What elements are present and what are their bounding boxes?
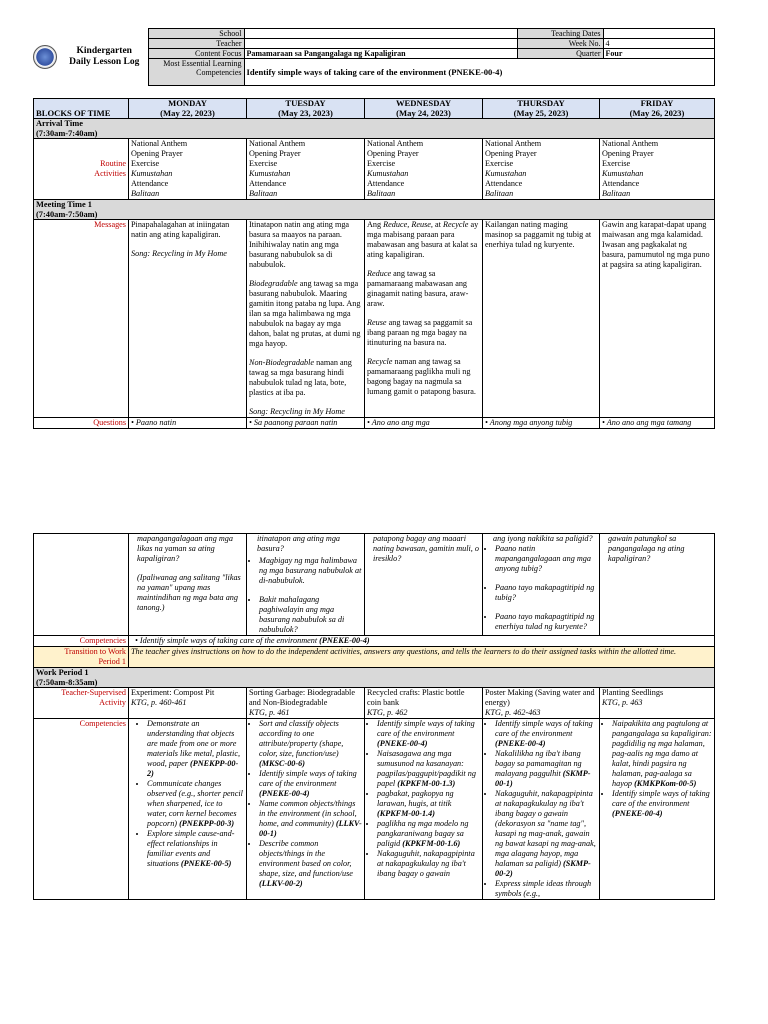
day-date: (May 24, 2023) xyxy=(396,107,451,118)
questions-cont-wednesday xyxy=(365,534,483,636)
routine-item: Exercise xyxy=(131,159,160,168)
message-text: Gawin ang karapat-dapat upang maiwasan ang mga kalamidad. Iwasan ang pagkakalat ng basura, pamumutol ng mga puno at pagsira sa ating kapaligiran. xyxy=(602,220,710,269)
tsa-wednesday xyxy=(365,688,483,719)
activity-title: Sorting Garbage: Biodegradable and Non-Biodegradable xyxy=(249,688,355,707)
competency-text: Nakaguguhit, nakapagpipinta at nakapagkukulay ng iba't ibang bagay o gawain (dekorasyon sa "name tag", kasapi ng mag-anak, gawain ng bawat kasapi ng mag-anak, mga alagang hayop, mga halaman sa paligid) xyxy=(495,789,596,868)
question-text: patapong bagay ang maaari nating bawasan, gamitin muli, o iresiklo? xyxy=(373,534,479,563)
term-reduce: Reduce xyxy=(367,269,392,278)
message-text: ang tawag sa pamamaraang mabawasan ang ginagamit nating basura, araw-araw. xyxy=(367,269,469,308)
term-reuse: Reuse xyxy=(367,318,387,327)
competencies-2-row xyxy=(34,719,715,900)
comp2-friday xyxy=(600,719,715,900)
comp2-wednesday xyxy=(365,719,483,900)
message-text: ay mga mabisang paraan para mabawasan ang basura at kalat sa ating kapaligiran. xyxy=(367,220,479,259)
routine-item: National Anthem xyxy=(485,139,542,148)
header-title-kindergarten: Kindergarten xyxy=(76,46,132,56)
competency-text: Identify simple ways of taking care of the environment xyxy=(495,719,593,738)
page-two xyxy=(33,533,714,900)
competency-text: Naisasagawa ang mga sumusunod na kasanayan: pagpilas/paggupit/pagdikit ng papel xyxy=(377,749,476,788)
competency-text: Demonstrate an understanding that objects are made from one or more materials like metal, plastic, wood, paper xyxy=(147,719,241,768)
competency-code: (PNEKE-00-4) xyxy=(377,739,428,748)
label-teacher: Teacher xyxy=(148,39,244,49)
day-header-monday xyxy=(129,99,247,119)
day-name: THURSDAY xyxy=(517,98,565,108)
comp2-monday xyxy=(129,719,247,900)
competency-code: (KPKFM-00-1.4) xyxy=(377,809,435,818)
competency-text: Explore simple cause-and-effect relationships in familiar events and situations xyxy=(147,829,235,868)
section-arrival-time xyxy=(34,119,715,139)
routine-item: Attendance xyxy=(602,179,640,188)
competency-code: (SKMP-00-2) xyxy=(495,859,591,878)
message-text: Itinatapon natin ang ating mga basura sa maayos na paraan. xyxy=(249,220,350,239)
day-date: (May 25, 2023) xyxy=(513,107,569,118)
competency-text: Communicate changes observed (e.g., shorter pencil when sharpened, ice to water, corn kernel becomes popcorn) xyxy=(147,779,243,828)
value-teacher xyxy=(244,39,517,49)
routine-item: Kumustahan xyxy=(249,169,291,178)
routine-item: Attendance xyxy=(367,179,405,188)
routine-cell-tuesday xyxy=(247,139,365,200)
section-time: (7:50am-8:35am) xyxy=(36,677,98,687)
message-text: naman ang tawag sa mga basurang hindi nabubulok tulad ng lata, bote, plastics at iba pa. xyxy=(249,358,352,397)
activity-title: Poster Making (Saving water and energy) xyxy=(485,688,595,707)
section-title: Work Period 1 xyxy=(36,668,89,677)
question-text: mapangangalagaan ang mga likas na yaman sa ating kapaligiran? xyxy=(137,534,233,563)
competency-text: Identify simple ways of taking care of the environment xyxy=(259,769,357,788)
routine-label xyxy=(34,139,129,200)
question-note: (Ipaliwanag ang salitang "likas na yaman" upang mas maintindihan ng mga bata ang tanong.) xyxy=(137,573,241,612)
competency-text: paglikha ng mga modelo ng pangkaraniwang bagay sa paligid xyxy=(377,819,469,848)
question-text: Ano ano ang mga xyxy=(371,418,430,427)
messages-wednesday xyxy=(365,220,483,418)
questions-cont-thursday xyxy=(483,534,600,636)
competency-code: (SKMP-00-1) xyxy=(495,769,591,788)
competency-code: (KPKFM-00-1.3) xyxy=(397,779,456,788)
competency-text: Identify simple ways of taking care of the environment xyxy=(612,789,710,808)
tsa-friday xyxy=(600,688,715,719)
transition-label xyxy=(34,647,129,668)
routine-item: Balitaan xyxy=(131,189,160,198)
question-text: • Paano tayo makapagtitipid ng enerhiya tulad ng kuryente? xyxy=(495,612,597,632)
day-name: TUESDAY xyxy=(285,98,326,108)
questions-continued-label xyxy=(34,534,129,636)
routine-item: Opening Prayer xyxy=(367,149,419,158)
section-meeting-time-1 xyxy=(34,200,715,220)
day-name: WEDNESDAY xyxy=(395,98,452,108)
activity-ref: KTG, p. 462-463 xyxy=(485,708,541,717)
transition-text: The teacher gives instructions on how to do the independent activities, answers any questions, and tells the learners to do their assigned tasks within the allotted time. xyxy=(129,647,715,668)
competencies-text: • Identify simple ways of taking care of the environment (PNEKE-00-4) xyxy=(129,636,715,647)
routine-item: Kumustahan xyxy=(485,169,527,178)
schedule-table xyxy=(33,98,715,429)
transition-label-line2: Period 1 xyxy=(98,657,126,666)
activity-ref: KTG, p. 463 xyxy=(602,698,643,707)
competency-code: (PNEKE-00-5) xyxy=(180,859,232,868)
questions-monday: • Paano natin xyxy=(129,418,247,429)
question-text: • Paano natin mapangangalagaan ang mga anyong tubig? xyxy=(495,544,597,574)
day-name: FRIDAY xyxy=(640,98,674,108)
competency-code: (PNEKE-00-4) xyxy=(612,809,663,818)
question-text: • Paano tayo makapagtitipid ng tubig? xyxy=(495,583,597,603)
comp2-thursday xyxy=(483,719,600,900)
message-song: Song: Recycling in My Home xyxy=(249,407,345,416)
question-text: itinatapon ang ating mga basura? xyxy=(257,534,341,553)
competency-code: (KMKPKom-00-5) xyxy=(634,779,697,788)
competencies-row xyxy=(34,636,715,647)
competency-code: (PNEKE-00-4) xyxy=(495,739,546,748)
questions-thursday: • Anong mga anyong tubig xyxy=(483,418,600,429)
message-text: , xyxy=(407,220,412,229)
routine-item: National Anthem xyxy=(249,139,306,148)
competency-code: (PNEKE-00-4) xyxy=(259,789,310,798)
routine-cell-monday xyxy=(129,139,247,200)
competency-code: (LLKV-00-1) xyxy=(259,819,362,838)
messages-tuesday xyxy=(247,220,365,418)
competency-code: (KPKFM-00-1.6) xyxy=(402,839,461,848)
comp2-tuesday xyxy=(247,719,365,900)
routine-item: National Anthem xyxy=(602,139,659,148)
message-text: Pinapahalagahan at iniingatan natin ang ating kapaligiran. xyxy=(131,220,230,239)
term-reuse: Reuse xyxy=(411,220,431,229)
routine-item: Balitaan xyxy=(249,189,278,198)
day-date: (May 23, 2023) xyxy=(278,107,333,118)
section-title: Meeting Time 1 xyxy=(36,200,92,209)
routine-item: Opening Prayer xyxy=(485,149,537,158)
routine-item: Balitaan xyxy=(367,189,396,198)
term-reduce: Reduce xyxy=(383,220,408,229)
routine-item: Exercise xyxy=(602,159,631,168)
message-text: ang tawag sa mga basurang nabubulok. Maaring gamitin itong pataba ng lupa. Ang ilan sa mga halimbawa ng mga nabubulok na bagay ay mga dahon, balat ng prutas, at dumi ng mga hayop. xyxy=(249,279,361,348)
section-time: (7:30am-7:40am) xyxy=(36,128,98,138)
questions-row xyxy=(34,418,715,429)
label-week-no: Week No. xyxy=(517,39,603,49)
competency-text: Identify simple ways of taking care of the environment xyxy=(377,719,475,738)
competency-text: Express simple ideas through symbols (e.g., xyxy=(495,879,592,898)
label-content-focus: Content Focus xyxy=(148,49,244,59)
competency-text: Describe common objects/things in the environment based on color, shape, size, and function/use xyxy=(259,839,353,878)
day-header-friday xyxy=(600,99,715,119)
tsa-tuesday xyxy=(247,688,365,719)
routine-label-line2: Activities xyxy=(94,169,126,178)
day-date: (May 22, 2023) xyxy=(160,107,215,118)
routine-item: Exercise xyxy=(249,159,278,168)
label-teaching-dates: Teaching Dates xyxy=(517,29,603,39)
message-text: Kailangan nating maging masinop sa paggamit ng tubig at enerhiya tulad ng kuryente. xyxy=(485,220,592,249)
tsa-thursday xyxy=(483,688,600,719)
competency-text: pagbakat, pagkopya ng larawan, hugis, at titik xyxy=(377,789,454,808)
message-text: naman ang tawag sa pamamaraang paglikha muli ng bagong bagay na nagmula sa lumang gamit o patapong basura. xyxy=(367,357,476,396)
transition-label-line1: Transition to Work xyxy=(64,647,126,656)
activity-title: Recycled crafts: Plastic bottle coin bank xyxy=(367,688,465,707)
routine-label-line1: Routine xyxy=(100,159,126,168)
competency-code: (MKSC-00-6) xyxy=(259,759,305,768)
teacher-supervised-row xyxy=(34,688,715,719)
section-title: Arrival Time xyxy=(36,119,83,128)
activity-title: Experiment: Compost Pit xyxy=(131,688,215,697)
routine-item: Kumustahan xyxy=(367,169,409,178)
competency-code: (PNEKE-00-4) xyxy=(319,636,370,645)
tsa-label-line1: Teacher-Supervised xyxy=(61,688,126,697)
questions-cont-monday xyxy=(129,534,247,636)
routine-item: National Anthem xyxy=(367,139,424,148)
question-text: ang iyong nakikita sa paligid? xyxy=(493,534,593,543)
competency-text: Naipakikita ang pagtulong at pangangalaga sa kapaligiran: pagdidilig ng mga halaman, pag-aalis ng mga damo at kalat, hindi pagsira ng halaman, pag-aalaga sa hayop xyxy=(612,719,712,788)
label-melc-text: Most Essential Learning Competencies xyxy=(163,59,242,77)
activity-ref: KTG, p. 460-461 xyxy=(131,698,187,707)
value-melc: Identify simple ways of taking care of the environment (PNEKE-00-4) xyxy=(244,59,714,86)
competency-text: Nakalilikha ng iba't ibang bagay sa pamamagitan ng malayang paggulhit xyxy=(495,749,582,778)
routine-item: National Anthem xyxy=(131,139,188,148)
question-text: • Bakit mahalagang paghiwalayin ang mga basurang nabubulok sa di nabubulok? xyxy=(259,595,362,635)
messages-monday xyxy=(129,220,247,418)
question-text: Paano natin xyxy=(135,418,177,427)
section-work-period-1 xyxy=(34,668,715,688)
term-recycle: Recycle xyxy=(367,357,393,366)
routine-item: Balitaan xyxy=(602,189,631,198)
message-text: Ang xyxy=(367,220,384,229)
routine-item: Attendance xyxy=(249,179,287,188)
questions-cont-tuesday xyxy=(247,534,365,636)
question-text: Ano ano ang mga tamang xyxy=(606,418,692,427)
term-biodegradable: Biodegradable xyxy=(249,279,298,288)
label-melc xyxy=(148,59,244,86)
term-recycle: Recycle xyxy=(442,220,469,229)
day-header-thursday xyxy=(483,99,600,119)
competency-code: (PNEKPP-00-3) xyxy=(179,819,235,828)
messages-thursday xyxy=(483,220,600,418)
activity-ref: KTG, p. 462 xyxy=(367,708,408,717)
routine-item: Balitaan xyxy=(485,189,514,198)
tsa-monday xyxy=(129,688,247,719)
day-header-wednesday xyxy=(365,99,483,119)
routine-cell-wednesday xyxy=(365,139,483,200)
competency-text: Nakaguguhit, nakapagpipinta at nakapagkukulay ng iba't ibang bagay o gawain xyxy=(377,849,475,878)
routine-item: Attendance xyxy=(131,179,169,188)
messages-friday xyxy=(600,220,715,418)
section-time: (7:40am-7:50am) xyxy=(36,209,98,219)
routine-item: Kumustahan xyxy=(131,169,173,178)
questions-tuesday: • Sa paanong paraan natin xyxy=(247,418,365,429)
competencies-2-label: Competencies xyxy=(34,719,129,900)
page-one xyxy=(33,28,714,429)
question-text: Sa paanong paraan natin xyxy=(253,418,338,427)
competency-text: Sort and classify objects according to one attribute/property (shape, color, size, function/use) xyxy=(259,719,344,758)
routine-item: Exercise xyxy=(367,159,396,168)
message-text: Inihihiwalay natin ang mga basurang nabubulok sa di nabubulok. xyxy=(249,240,339,269)
header-title-dll: Daily Lesson Log xyxy=(69,57,140,67)
question-text: • Magbigay ng mga halimbawa ng mga basurang nabubulok at di-nabubulok. xyxy=(259,556,362,586)
routine-item: Exercise xyxy=(485,159,514,168)
question-text: gawain patungkol sa pangangalaga ng ating kapaligiran? xyxy=(608,534,685,563)
message-song: Song: Recycling in My Home xyxy=(131,249,227,258)
transition-row xyxy=(34,647,715,668)
questions-continued-row xyxy=(34,534,715,636)
value-teaching-dates xyxy=(603,29,714,39)
tsa-label-line2: Activity xyxy=(99,698,126,707)
blocks-of-time-header: BLOCKS OF TIME xyxy=(34,99,129,119)
value-week-no: 4 xyxy=(603,39,714,49)
teacher-supervised-label xyxy=(34,688,129,719)
routine-item: Opening Prayer xyxy=(602,149,654,158)
day-header-tuesday xyxy=(247,99,365,119)
day-date: (May 26, 2023) xyxy=(629,107,685,118)
lesson-header-table xyxy=(33,28,715,86)
routine-row xyxy=(34,139,715,200)
routine-item: Kumustahan xyxy=(602,169,644,178)
label-school: School xyxy=(148,29,244,39)
value-content-focus: Pamamaraan sa Pangangalaga ng Kapaligiran xyxy=(244,49,517,59)
routine-item: Opening Prayer xyxy=(131,149,183,158)
day-name: MONDAY xyxy=(168,98,207,108)
question-text: Anong mga anyong tubig xyxy=(489,418,573,427)
routine-cell-friday xyxy=(600,139,715,200)
routine-item: Opening Prayer xyxy=(249,149,301,158)
activity-ref: KTG, p. 461 xyxy=(249,708,290,717)
deped-seal-icon xyxy=(33,45,57,69)
questions-friday: • Ano ano ang mga tamang xyxy=(600,418,715,429)
messages-label: Messages xyxy=(34,220,129,418)
competency-code: (PNEKPP-00-2) xyxy=(147,759,239,778)
activity-title: Planting Seedlings xyxy=(602,688,664,697)
competencies-label: Competencies xyxy=(34,636,129,647)
questions-cont-friday xyxy=(600,534,715,636)
value-school xyxy=(244,29,517,39)
competency-code: (LLKV-00-2) xyxy=(259,879,303,888)
questions-label: Questions xyxy=(34,418,129,429)
schedule-table-continued xyxy=(33,533,715,900)
competency-text: Identify simple ways of taking care of the environment xyxy=(139,636,320,645)
term-non-biodegradable: Non-Biodegradable xyxy=(249,358,315,367)
questions-wednesday: • Ano ano ang mga xyxy=(365,418,483,429)
competency-text: Name common objects/things in the environment (in school, home, and community) xyxy=(259,799,357,828)
messages-row xyxy=(34,220,715,418)
value-quarter: Four xyxy=(603,49,714,59)
message-text: ang tawag sa paggamit sa ibang paraan ng mga bagay na itinuturing na basura na. xyxy=(367,318,473,347)
routine-item: Attendance xyxy=(485,179,523,188)
label-quarter: Quarter xyxy=(517,49,603,59)
header-brand xyxy=(33,29,148,86)
routine-cell-thursday xyxy=(483,139,600,200)
message-text: , at xyxy=(430,220,443,229)
